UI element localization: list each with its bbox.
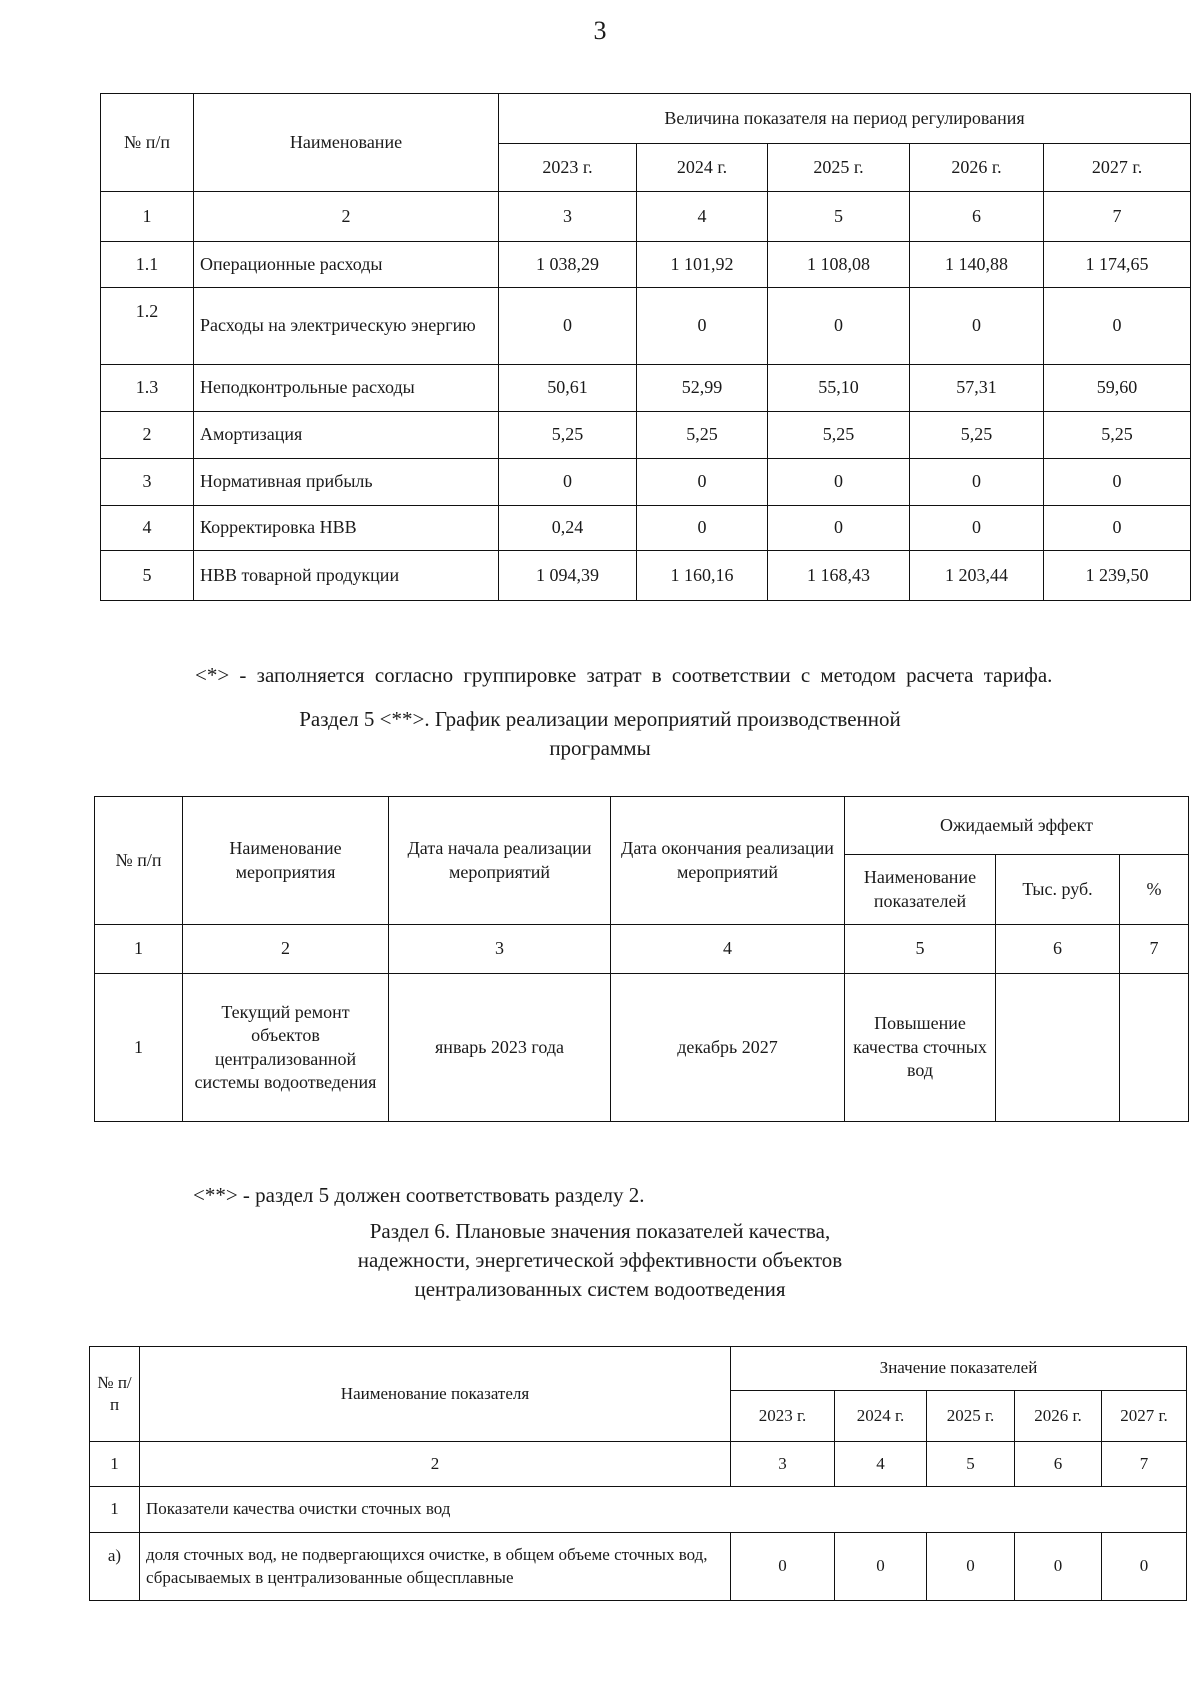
table-row <box>101 365 1191 412</box>
header-start-date: Дата начала реализации мероприятий <box>389 797 611 925</box>
header-end-date: Дата окончания реализации мероприятий <box>611 797 845 925</box>
row-activity-name: Текущий ремонт объектов централизованной системы водоотведения <box>183 974 389 1122</box>
row-value: 55,10 <box>768 365 910 412</box>
tariff-indicators-table <box>100 93 1191 601</box>
table-row <box>95 974 1189 1122</box>
col-number: 1 <box>101 192 194 242</box>
row-effect-name: Повышение качества сточных вод <box>845 974 996 1122</box>
row-value: 0 <box>768 288 910 365</box>
header-activity-name: Наименование мероприятия <box>183 797 389 925</box>
header-name: Наименование <box>194 94 499 192</box>
row-value: 0 <box>768 506 910 551</box>
row-value: 0 <box>637 506 768 551</box>
table-row <box>101 459 1191 506</box>
footnote-section5: <**> - раздел 5 должен соответствовать разделу 2. <box>193 1183 645 1207</box>
row-value: 1 160,16 <box>637 551 768 601</box>
row-value: 1 140,88 <box>910 242 1044 288</box>
row-value: 1 174,65 <box>1044 242 1191 288</box>
row-num: 4 <box>101 506 194 551</box>
row-value: 5,25 <box>637 412 768 459</box>
row-value: 1 094,39 <box>499 551 637 601</box>
section5-title-line: Раздел 5 <**>. График реализации мероприятий производственной <box>299 707 901 731</box>
header-effect-name: Наименование показателей <box>845 855 996 925</box>
section5-title <box>0 705 1200 763</box>
row-name: Операционные расходы <box>194 242 499 288</box>
header-indicator-name: Наименование показателя <box>140 1347 731 1442</box>
row-num: а) <box>90 1533 140 1601</box>
col-number: 2 <box>140 1442 731 1487</box>
header-year: 2027 г. <box>1044 144 1191 192</box>
row-value: 5,25 <box>768 412 910 459</box>
header-year: 2025 г. <box>927 1391 1015 1442</box>
header-year: 2026 г. <box>910 144 1044 192</box>
section6-title-line: надежности, энергетической эффективности объектов <box>357 1247 843 1272</box>
row-value: 59,60 <box>1044 365 1191 412</box>
row-name: НВВ товарной продукции <box>194 551 499 601</box>
header-year: 2026 г. <box>1015 1391 1102 1442</box>
header-period-group: Величина показателя на период регулирования <box>499 94 1191 144</box>
row-value: 0 <box>768 459 910 506</box>
quality-indicators-table <box>89 1346 1187 1601</box>
row-value: 1 108,08 <box>768 242 910 288</box>
section5-title-line: программы <box>549 735 651 760</box>
row-num: 3 <box>101 459 194 506</box>
col-number: 1 <box>90 1442 140 1487</box>
row-value: 0 <box>910 506 1044 551</box>
row-name: Корректировка НВВ <box>194 506 499 551</box>
header-num: № п/п <box>90 1347 140 1442</box>
col-number: 6 <box>1015 1442 1102 1487</box>
row-start-date: январь 2023 года <box>389 974 611 1122</box>
row-value: 0 <box>1015 1533 1102 1601</box>
section6-title-line: Раздел 6. Плановые значения показателей качества, <box>369 1219 831 1243</box>
col-number: 1 <box>95 925 183 974</box>
row-value: 1 203,44 <box>910 551 1044 601</box>
row-value: 0 <box>835 1533 927 1601</box>
row-value: 0 <box>1102 1533 1187 1601</box>
header-num: № п/п <box>95 797 183 925</box>
row-value: 0 <box>499 459 637 506</box>
header-effect-pct: % <box>1120 855 1189 925</box>
header-expected-effect: Ожидаемый эффект <box>845 797 1189 855</box>
row-value: 0 <box>499 288 637 365</box>
col-number: 2 <box>194 192 499 242</box>
table-row <box>101 242 1191 288</box>
row-num: 5 <box>101 551 194 601</box>
row-value: 0 <box>1044 288 1191 365</box>
row-value: 5,25 <box>1044 412 1191 459</box>
col-number: 6 <box>996 925 1120 974</box>
row-value: 1 239,50 <box>1044 551 1191 601</box>
col-number: 5 <box>845 925 996 974</box>
col-number: 2 <box>183 925 389 974</box>
section6-title-line: централизованных систем водоотведения <box>414 1276 786 1301</box>
row-name: Нормативная прибыль <box>194 459 499 506</box>
page-number: 3 <box>593 16 607 45</box>
col-number: 3 <box>499 192 637 242</box>
col-number: 5 <box>768 192 910 242</box>
row-value: 52,99 <box>637 365 768 412</box>
table-row <box>101 506 1191 551</box>
col-number: 7 <box>1120 925 1189 974</box>
row-value: 0 <box>910 288 1044 365</box>
col-number: 6 <box>910 192 1044 242</box>
row-end-date: декабрь 2027 <box>611 974 845 1122</box>
col-number: 7 <box>1102 1442 1187 1487</box>
col-number: 3 <box>389 925 611 974</box>
row-name: Расходы на электрическую энергию <box>194 288 499 365</box>
table-row <box>90 1533 1187 1601</box>
row-value: 0 <box>910 459 1044 506</box>
section6-title <box>0 1217 1200 1304</box>
col-number: 4 <box>835 1442 927 1487</box>
column-number-row <box>95 925 1189 974</box>
row-value: 1 168,43 <box>768 551 910 601</box>
table-row <box>101 412 1191 459</box>
column-number-row <box>101 192 1191 242</box>
header-values-group: Значение показателей <box>731 1347 1187 1391</box>
row-value: 0 <box>637 288 768 365</box>
row-value: 1 038,29 <box>499 242 637 288</box>
row-num: 1.2 <box>101 288 194 365</box>
row-value: 5,25 <box>499 412 637 459</box>
row-value: 0 <box>637 459 768 506</box>
row-num: 1.3 <box>101 365 194 412</box>
footnote-grouping: <*> - заполняется согласно группировке затрат в соответствии с методом расчета тарифа. <box>195 663 1053 687</box>
row-num: 1 <box>95 974 183 1122</box>
col-number: 7 <box>1044 192 1191 242</box>
row-value: 0 <box>927 1533 1015 1601</box>
row-num: 1.1 <box>101 242 194 288</box>
table-row <box>101 551 1191 601</box>
col-number: 5 <box>927 1442 1015 1487</box>
col-number: 4 <box>611 925 845 974</box>
header-effect-rub: Тыс. руб. <box>996 855 1120 925</box>
row-value: 57,31 <box>910 365 1044 412</box>
row-effect-pct <box>1120 974 1189 1122</box>
activities-schedule-table <box>94 796 1189 1122</box>
row-value: 0 <box>1044 506 1191 551</box>
header-year: 2023 г. <box>731 1391 835 1442</box>
row-value: 50,61 <box>499 365 637 412</box>
header-num: № п/п <box>101 94 194 192</box>
col-number: 4 <box>637 192 768 242</box>
row-value: 1 101,92 <box>637 242 768 288</box>
row-section-name: Показатели качества очистки сточных вод <box>140 1487 1187 1533</box>
section-row <box>90 1487 1187 1533</box>
row-value: 0 <box>731 1533 835 1601</box>
table-row <box>101 288 1191 365</box>
header-year: 2027 г. <box>1102 1391 1187 1442</box>
row-num: 1 <box>90 1487 140 1533</box>
header-year: 2024 г. <box>637 144 768 192</box>
header-year: 2023 г. <box>499 144 637 192</box>
row-value: 0,24 <box>499 506 637 551</box>
row-num: 2 <box>101 412 194 459</box>
row-name: Амортизация <box>194 412 499 459</box>
col-number: 3 <box>731 1442 835 1487</box>
column-number-row <box>90 1442 1187 1487</box>
row-indicator-name: доля сточных вод, не подвергающихся очистке, в общем объеме сточных вод, сбрасываемых в централизованные общесплавные <box>140 1533 731 1601</box>
row-name: Неподконтрольные расходы <box>194 365 499 412</box>
row-effect-rub <box>996 974 1120 1122</box>
header-year: 2024 г. <box>835 1391 927 1442</box>
row-value: 0 <box>1044 459 1191 506</box>
row-value: 5,25 <box>910 412 1044 459</box>
header-year: 2025 г. <box>768 144 910 192</box>
